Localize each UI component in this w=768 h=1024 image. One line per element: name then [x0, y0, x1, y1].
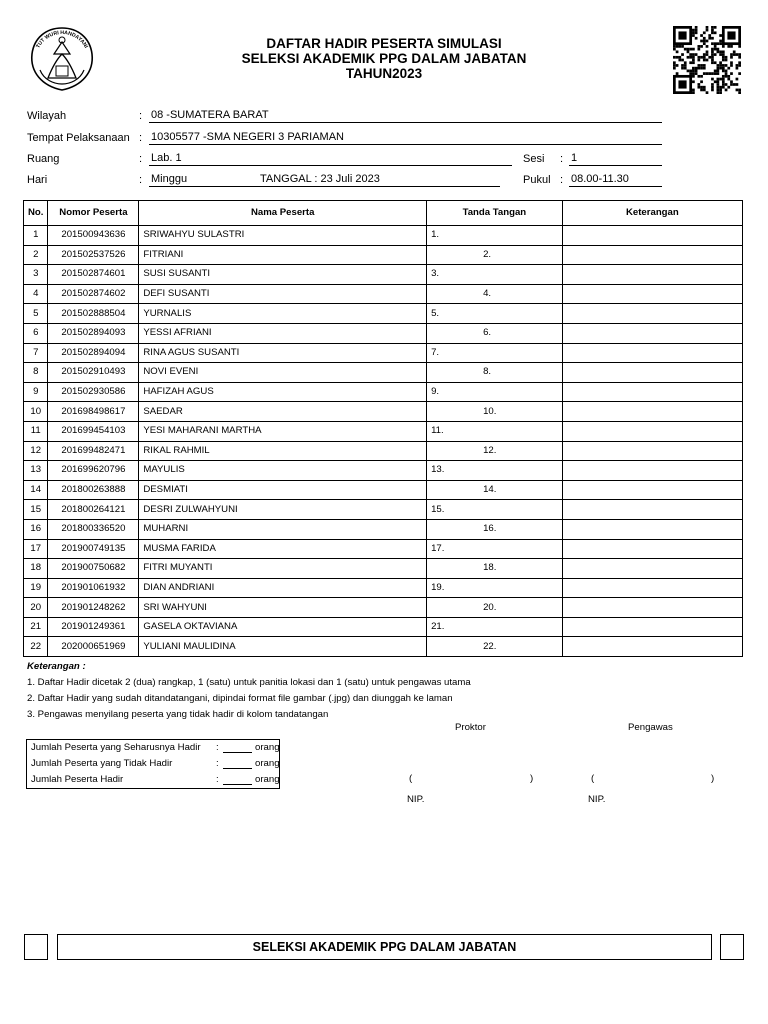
- cell-nama-peserta: DESRI ZULWAHYUNI: [139, 500, 427, 520]
- summary-colon: :: [216, 758, 219, 769]
- cell-keterangan: [562, 578, 742, 598]
- cell-nomor-peserta: 201699482471: [48, 441, 139, 461]
- cell-nama-peserta: RINA AGUS SUSANTI: [139, 343, 427, 363]
- tanggal-value: TANGGAL : 23 Juli 2023: [258, 173, 500, 187]
- table-row: [24, 343, 743, 363]
- table-row: [24, 245, 743, 265]
- cell-nama-peserta: MUHARNI: [139, 519, 427, 539]
- proktor-label: Proktor: [455, 722, 486, 733]
- cell-tanda-tangan: 13.: [427, 461, 563, 481]
- cell-nomor-peserta: 201800336520: [48, 519, 139, 539]
- cell-nama-peserta: FITRI MUYANTI: [139, 559, 427, 579]
- table-row: [24, 617, 743, 637]
- wilayah-colon: :: [139, 110, 143, 122]
- cell-nomor-peserta: 201800263888: [48, 480, 139, 500]
- table-row: [24, 637, 743, 657]
- pengawas-label: Pengawas: [628, 722, 673, 733]
- title-line-2: SELEKSI AKADEMIK PPG DALAM JABATAN: [241, 51, 527, 66]
- cell-no: 16: [24, 519, 48, 539]
- pukul-value: 08.00-11.30: [569, 173, 662, 187]
- cell-tanda-tangan: 4.: [427, 284, 563, 304]
- table-row: [24, 480, 743, 500]
- cell-tanda-tangan: 1.: [427, 226, 563, 246]
- cell-no: 19: [24, 578, 48, 598]
- notes-heading: Keterangan :: [27, 661, 86, 672]
- table-row: [24, 539, 743, 559]
- cell-nomor-peserta: 201502874601: [48, 265, 139, 285]
- cell-nomor-peserta: 201502888504: [48, 304, 139, 324]
- table-row: [24, 226, 743, 246]
- cell-keterangan: [562, 363, 742, 383]
- notes-section: [27, 659, 471, 723]
- sesi-label: Sesi: [523, 153, 545, 165]
- cell-tanda-tangan: 22.: [427, 637, 563, 657]
- table-body: [24, 226, 743, 657]
- attendance-summary-box: [26, 739, 280, 789]
- cell-keterangan: [562, 402, 742, 422]
- cell-nomor-peserta: 201500943636: [48, 226, 139, 246]
- wilayah-value: 08 -SUMATERA BARAT: [149, 109, 662, 123]
- cell-tanda-tangan: 8.: [427, 363, 563, 383]
- summary-colon: :: [216, 742, 219, 753]
- cell-no: 15: [24, 500, 48, 520]
- cell-nama-peserta: SRI WAHYUNI: [139, 598, 427, 618]
- pengawas-nip: NIP.: [588, 794, 606, 805]
- summary-blank: [223, 784, 252, 785]
- logo-motto: TUT WURI HANDAYANI: [35, 29, 89, 50]
- pengawas-close-paren: ): [711, 773, 715, 784]
- table-row: [24, 441, 743, 461]
- cell-tanda-tangan: 19.: [427, 578, 563, 598]
- table-row: [24, 284, 743, 304]
- cell-nomor-peserta: 201699454103: [48, 421, 139, 441]
- summary-row: [31, 757, 279, 771]
- cell-no: 14: [24, 480, 48, 500]
- cell-nomor-peserta: 201900750682: [48, 559, 139, 579]
- cell-no: 6: [24, 323, 48, 343]
- cell-no: 4: [24, 284, 48, 304]
- cell-nama-peserta: DESMIATI: [139, 480, 427, 500]
- cell-keterangan: [562, 559, 742, 579]
- cell-nama-peserta: FITRIANI: [139, 245, 427, 265]
- tempat-value: 10305577 -SMA NEGERI 3 PARIAMAN: [149, 131, 662, 145]
- cell-no: 10: [24, 402, 48, 422]
- cell-nama-peserta: YULIANI MAULIDINA: [139, 637, 427, 657]
- cell-tanda-tangan: 5.: [427, 304, 563, 324]
- cell-nama-peserta: DEFI SUSANTI: [139, 284, 427, 304]
- pengawas-open-paren: (: [591, 773, 595, 784]
- cell-no: 18: [24, 559, 48, 579]
- cell-keterangan: [562, 382, 742, 402]
- cell-no: 13: [24, 461, 48, 481]
- cell-keterangan: [562, 421, 742, 441]
- cell-nomor-peserta: 201901249361: [48, 617, 139, 637]
- header-tanda-tangan: Tanda Tangan: [427, 201, 563, 226]
- cell-nomor-peserta: 202000651969: [48, 637, 139, 657]
- cell-no: 11: [24, 421, 48, 441]
- table-row: [24, 500, 743, 520]
- title-line-1: DAFTAR HADIR PESERTA SIMULASI: [266, 36, 502, 51]
- ruang-label: Ruang: [27, 153, 60, 165]
- proktor-open-paren: (: [409, 773, 413, 784]
- summary-blank: [223, 768, 252, 769]
- cell-keterangan: [562, 519, 742, 539]
- cell-tanda-tangan: 16.: [427, 519, 563, 539]
- cell-nama-peserta: MUSMA FARIDA: [139, 539, 427, 559]
- cell-nama-peserta: NOVI EVENI: [139, 363, 427, 383]
- cell-nomor-peserta: 201698498617: [48, 402, 139, 422]
- cell-tanda-tangan: 17.: [427, 539, 563, 559]
- table-row: [24, 578, 743, 598]
- cell-tanda-tangan: 7.: [427, 343, 563, 363]
- cell-nomor-peserta: 201502930586: [48, 382, 139, 402]
- cell-no: 20: [24, 598, 48, 618]
- cell-tanda-tangan: 21.: [427, 617, 563, 637]
- wilayah-label: Wilayah: [27, 110, 67, 122]
- summary-label: Jumlah Peserta yang Seharusnya Hadir: [31, 742, 201, 753]
- tempat-label: Tempat Pelaksanaan: [27, 132, 130, 144]
- summary-label: Jumlah Peserta Hadir: [31, 774, 124, 785]
- cell-nomor-peserta: 201502894093: [48, 323, 139, 343]
- footer-left-square: [24, 934, 48, 960]
- ruang-value: Lab. 1: [149, 152, 512, 166]
- cell-nama-peserta: SUSI SUSANTI: [139, 265, 427, 285]
- cell-tanda-tangan: 18.: [427, 559, 563, 579]
- header-no: No.: [24, 201, 48, 226]
- proktor-close-paren: ): [530, 773, 534, 784]
- table-row: [24, 402, 743, 422]
- cell-keterangan: [562, 343, 742, 363]
- cell-tanda-tangan: 6.: [427, 323, 563, 343]
- cell-nomor-peserta: 201502910493: [48, 363, 139, 383]
- cell-keterangan: [562, 441, 742, 461]
- table-row: [24, 598, 743, 618]
- cell-nama-peserta: YURNALIS: [139, 304, 427, 324]
- table-row: [24, 519, 743, 539]
- cell-nomor-peserta: 201800264121: [48, 500, 139, 520]
- note-item: 1. Daftar Hadir dicetak 2 (dua) rangkap, 1 (satu) untuk panitia lokasi dan 1 (satu) untuk pengawas utama: [27, 677, 471, 688]
- summary-unit: orang: [255, 742, 280, 753]
- cell-keterangan: [562, 539, 742, 559]
- cell-nomor-peserta: 201502894094: [48, 343, 139, 363]
- note-item: 2. Daftar Hadir yang sudah ditandatangani, dipindai format file gambar (.jpg) dan diunggah ke laman: [27, 693, 453, 704]
- header-keterangan: Keterangan: [562, 201, 742, 226]
- cell-nama-peserta: SAEDAR: [139, 402, 427, 422]
- cell-no: 21: [24, 617, 48, 637]
- cell-no: 17: [24, 539, 48, 559]
- cell-tanda-tangan: 3.: [427, 265, 563, 285]
- cell-keterangan: [562, 265, 742, 285]
- header-nama-peserta: Nama Peserta: [139, 201, 427, 226]
- table-row: [24, 461, 743, 481]
- table-row: [24, 382, 743, 402]
- hari-value: Minggu: [149, 173, 259, 187]
- cell-no: 8: [24, 363, 48, 383]
- cell-nama-peserta: HAFIZAH AGUS: [139, 382, 427, 402]
- cell-nomor-peserta: 201900749135: [48, 539, 139, 559]
- cell-nomor-peserta: 201901248262: [48, 598, 139, 618]
- proktor-nip: NIP.: [407, 794, 425, 805]
- cell-keterangan: [562, 323, 742, 343]
- table-row: [24, 421, 743, 441]
- sesi-colon: :: [560, 153, 564, 165]
- cell-no: 3: [24, 265, 48, 285]
- cell-keterangan: [562, 637, 742, 657]
- cell-no: 22: [24, 637, 48, 657]
- sesi-value: 1: [569, 152, 662, 166]
- qr-code-icon: [671, 26, 743, 94]
- cell-keterangan: [562, 284, 742, 304]
- cell-tanda-tangan: 15.: [427, 500, 563, 520]
- cell-nomor-peserta: 201699620796: [48, 461, 139, 481]
- cell-keterangan: [562, 461, 742, 481]
- summary-unit: orang: [255, 774, 280, 785]
- table-row: [24, 265, 743, 285]
- cell-no: 2: [24, 245, 48, 265]
- cell-no: 9: [24, 382, 48, 402]
- attendance-table: [23, 200, 743, 657]
- cell-nomor-peserta: 201901061932: [48, 578, 139, 598]
- table-row: [24, 363, 743, 383]
- cell-nama-peserta: DIAN ANDRIANI: [139, 578, 427, 598]
- cell-no: 5: [24, 304, 48, 324]
- summary-row: [31, 741, 279, 755]
- cell-nomor-peserta: 201502874602: [48, 284, 139, 304]
- cell-keterangan: [562, 245, 742, 265]
- cell-nama-peserta: SRIWAHYU SULASTRI: [139, 226, 427, 246]
- cell-tanda-tangan: 12.: [427, 441, 563, 461]
- summary-colon: :: [216, 774, 219, 785]
- table-row: [24, 304, 743, 324]
- footer-right-square: [720, 934, 744, 960]
- cell-nama-peserta: YESSI AFRIANI: [139, 323, 427, 343]
- cell-nama-peserta: YESI MAHARANI MARTHA: [139, 421, 427, 441]
- table-header-row: [24, 201, 743, 226]
- summary-unit: orang: [255, 758, 280, 769]
- table-row: [24, 323, 743, 343]
- cell-nama-peserta: GASELA OKTAVIANA: [139, 617, 427, 637]
- cell-no: 1: [24, 226, 48, 246]
- table-row: [24, 559, 743, 579]
- cell-tanda-tangan: 20.: [427, 598, 563, 618]
- summary-row: [31, 773, 279, 787]
- tempat-colon: :: [139, 132, 143, 144]
- cell-tanda-tangan: 2.: [427, 245, 563, 265]
- summary-label: Jumlah Peserta yang Tidak Hadir: [31, 758, 173, 769]
- cell-keterangan: [562, 226, 742, 246]
- hari-colon: :: [139, 174, 143, 186]
- cell-tanda-tangan: 10.: [427, 402, 563, 422]
- cell-keterangan: [562, 598, 742, 618]
- cell-no: 7: [24, 343, 48, 363]
- note-item: 3. Pengawas menyilang peserta yang tidak hadir di kolom tandatangan: [27, 709, 329, 720]
- cell-keterangan: [562, 500, 742, 520]
- cell-nama-peserta: RIKAL RAHMIL: [139, 441, 427, 461]
- ruang-colon: :: [139, 153, 143, 165]
- pukul-colon: :: [560, 174, 564, 186]
- header-nomor-peserta: Nomor Peserta: [48, 201, 139, 226]
- hari-label: Hari: [27, 174, 48, 186]
- cell-nomor-peserta: 201502537526: [48, 245, 139, 265]
- summary-blank: [223, 752, 252, 753]
- cell-tanda-tangan: 11.: [427, 421, 563, 441]
- cell-tanda-tangan: 14.: [427, 480, 563, 500]
- document-title: [0, 36, 768, 81]
- cell-tanda-tangan: 9.: [427, 382, 563, 402]
- cell-nama-peserta: MAYULIS: [139, 461, 427, 481]
- cell-keterangan: [562, 480, 742, 500]
- title-line-3: TAHUN2023: [345, 66, 423, 81]
- pukul-label: Pukul: [523, 174, 551, 186]
- cell-no: 12: [24, 441, 48, 461]
- cell-keterangan: [562, 617, 742, 637]
- footer-title: SELEKSI AKADEMIK PPG DALAM JABATAN: [57, 934, 712, 960]
- cell-keterangan: [562, 304, 742, 324]
